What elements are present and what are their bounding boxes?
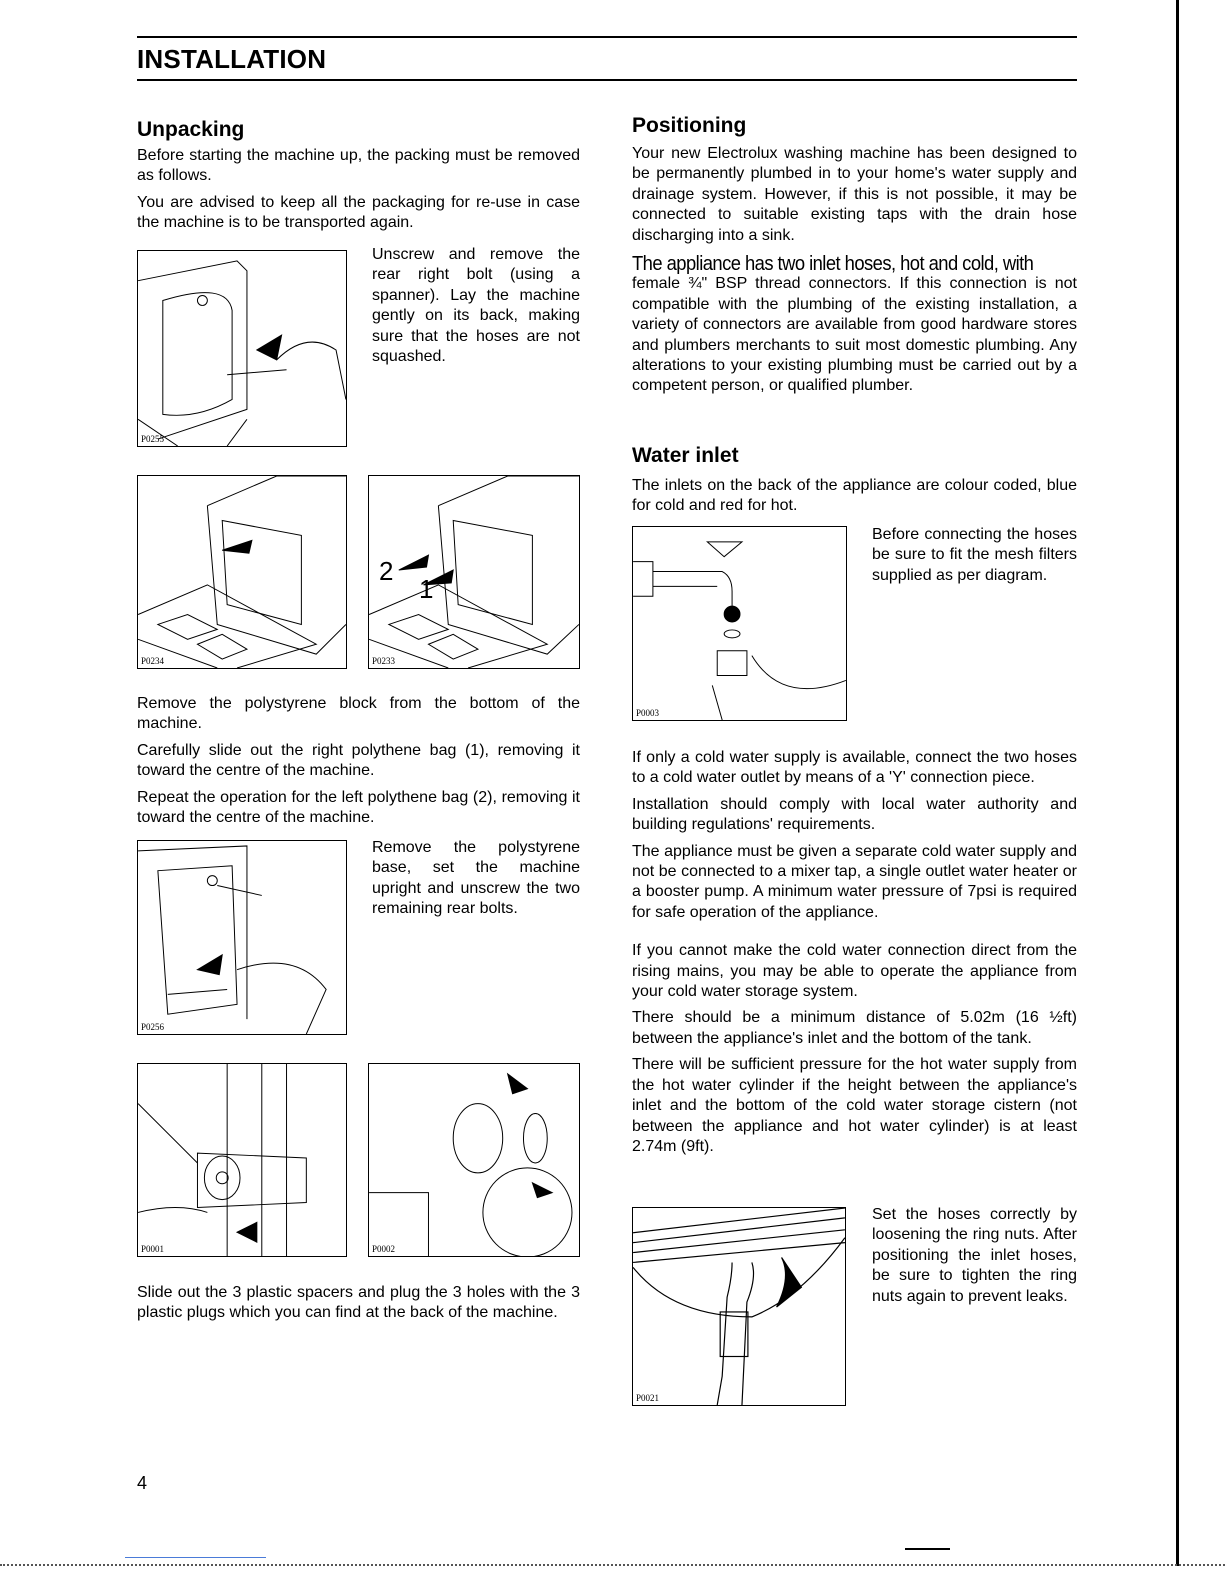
figure-p0003: [632, 526, 847, 721]
polythene-bags-illustration: [369, 476, 579, 668]
figure-label: P0256: [141, 1022, 165, 1032]
ring-nut-hose-illustration: [633, 1208, 845, 1405]
figure-label: P0233: [372, 656, 396, 666]
blue-underline: [125, 1557, 266, 1558]
machine-back-bolt-illustration: [138, 251, 346, 446]
water-inlet-section: [632, 444, 1077, 517]
figure-p0233: [368, 475, 580, 669]
figure-p0256: [137, 840, 347, 1035]
water-inlet-para6: There should be a minimum distance of 5.02m (16 ½ft) between the appliance's inlet and the bottom of the tank.: [632, 1009, 1077, 1047]
bag-number-1: 1: [419, 574, 434, 604]
polystyrene-block-illustration: [138, 476, 346, 668]
ring-nuts-text: Set the hoses correctly by loosening the ring nuts. After positioning the inlet hoses, be sure to tighten the ring nuts again to prevent leaks.: [872, 1206, 1077, 1305]
page-title: INSTALLATION: [137, 44, 327, 74]
step2b-text: Carefully slide out the right polythene bag (1), removing it toward the centre of the machine.: [137, 741, 580, 780]
figure-p0234: [137, 475, 347, 669]
filters-text: Before connecting the hoses be sure to fit the mesh filters supplied as per diagram.: [872, 526, 1077, 584]
figure-label: P0001: [141, 1244, 165, 1254]
figure-label: P0003: [636, 708, 660, 718]
figure-p0002: [368, 1063, 580, 1257]
unpacking-section: [137, 118, 580, 234]
step2c-text: Repeat the operation for the left polythene bag (2), removing it toward the centre of the machine.: [137, 788, 580, 827]
tap-mesh-filter-illustration: [633, 527, 846, 720]
positioning-heading: Positioning: [632, 114, 747, 137]
water-inlet-para2: If only a cold water supply is available, connect the two hoses to a cold water outlet by means of a 'Y' connection piece.: [632, 749, 1077, 787]
figure-label: P0021: [636, 1393, 660, 1403]
positioning-para2-rest: female ¾" BSP thread connectors. If this connection is not compatible with the plumbing of the existing installation, a variety of connectors are available from good hardware stores and plumbers merchants to suit most domestic plumbing. Any alterations to your existing plumbing must be carried out by a competent person, or qualified plumber.: [632, 275, 1077, 395]
filters-text-block: [872, 525, 1077, 586]
step1-text-block: [372, 245, 580, 367]
header-rule-bottom: [137, 79, 1077, 81]
positioning-para2: [632, 254, 1077, 397]
footer-dash: [905, 1548, 950, 1550]
step4-text-block: [137, 1283, 580, 1324]
unpacking-intro: Before starting the machine up, the packing must be removed as follows.: [137, 147, 580, 185]
figure-p0255: [137, 250, 347, 447]
positioning-para1: Your new Electrolux washing machine has been designed to be permanently plumbed in to your home's water supply and drainage system. However, if this is not possible, it may be connected to suitable existing taps with the drain hose discharging into a sink.: [632, 145, 1077, 244]
water-inlet-details: [632, 748, 1077, 1157]
figure-label: P0234: [141, 656, 165, 666]
unpacking-heading: Unpacking: [137, 118, 245, 141]
step4-text: Slide out the 3 plastic spacers and plug the 3 holes with the 3 plastic plugs which you can find at the back of the machine.: [137, 1284, 580, 1322]
water-inlet-para7: There will be sufficient pressure for the hot water supply from the hot water cylinder if the height between the appliance's inlet and the bottom of the cold water storage cistern (not between the appliance and hot water cylinder) is at least 2.74m (9ft).: [632, 1056, 1077, 1155]
step2-text-block: [137, 694, 580, 828]
step3-text-block: [372, 838, 580, 920]
water-inlet-para4: The appliance must be given a separate cold water supply and not be connected to a mixer tap, a single outlet water heater or a booster pump. A minimum water pressure of 7psi is required for safe operation of the appliance.: [632, 842, 1077, 921]
step3-text: Remove the polystyrene base, set the machine upright and unscrew the two remaining rear bolts.: [372, 839, 580, 918]
step2a-text: Remove the polystyrene block from the bottom of the machine.: [137, 695, 580, 733]
unpacking-advice: You are advised to keep all the packaging for re-use in case the machine is to be transported again.: [137, 193, 580, 232]
page-bottom-dotted-line: [0, 1564, 1225, 1566]
page-edge-line: [1176, 0, 1179, 1566]
figure-label: P0255: [141, 434, 165, 444]
plastic-spacer-illustration: [138, 1064, 346, 1256]
figure-p0021: [632, 1207, 846, 1406]
water-inlet-heading: Water inlet: [632, 444, 739, 467]
header-rule-top: [137, 36, 1077, 38]
step1-text: Unscrew and remove the rear right bolt (using a spanner). Lay the machine gently on its back, making sure that the hoses are not squashed.: [372, 246, 580, 366]
water-inlet-para5: If you cannot make the cold water connection direct from the rising mains, you may be able to operate the appliance from your cold water storage system.: [632, 942, 1077, 1001]
figure-p0001: [137, 1063, 347, 1257]
positioning-para2-lead: The appliance has two inlet hoses, hot and cold, with: [632, 253, 1034, 276]
ring-nuts-text-block: [872, 1205, 1077, 1307]
page-number: 4: [137, 1473, 148, 1493]
remaining-bolts-illustration: [138, 841, 346, 1034]
water-inlet-para1: The inlets on the back of the appliance are colour coded, blue for cold and red for hot.: [632, 477, 1077, 515]
bag-number-2: 2: [379, 556, 394, 586]
positioning-section: [632, 114, 1077, 397]
water-inlet-para3: Installation should comply with local water authority and building regulations' requirements.: [632, 795, 1077, 834]
figure-label: P0002: [372, 1244, 396, 1254]
plastic-plug-illustration: [369, 1064, 579, 1256]
